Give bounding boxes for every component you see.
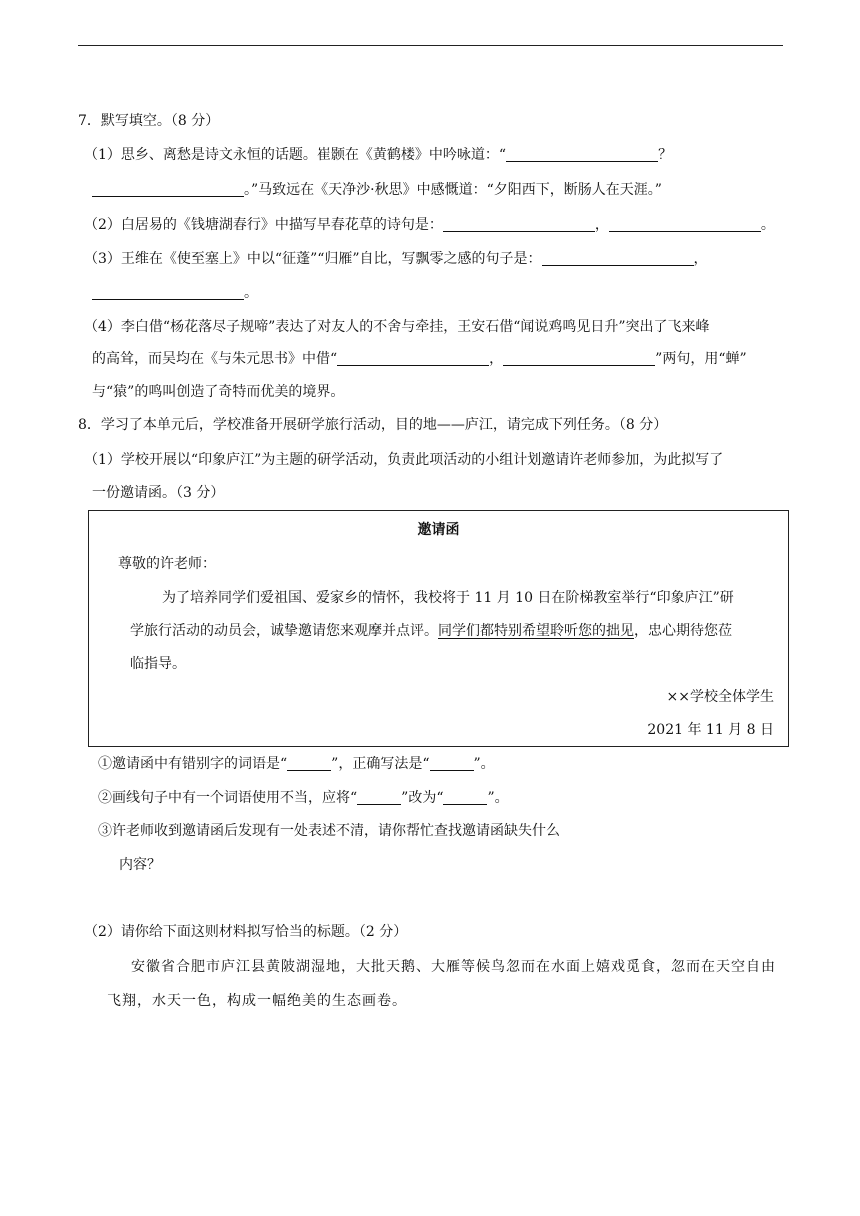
underlined-sentence: 同学们都特别希望聆听您的拙见 — [438, 623, 634, 639]
q7-item3-line2: 。 — [92, 283, 258, 303]
letter-title: 邀请函 — [417, 522, 460, 538]
q8-sub3-line1: ③许老师收到邀请函后发现有一处表述不清，请你帮忙查找邀请函缺失什么 — [98, 823, 560, 839]
q8-title: 8．学习了本单元后，学校准备开展研学旅行活动，目的地——庐江，请完成下列任务。（8 分） — [78, 417, 668, 433]
answer-blank[interactable] — [443, 790, 487, 805]
q8-sub1: ①邀请函中有错别字的词语是“ ”，正确写法是“ ”。 — [98, 756, 495, 772]
q7-item1-line1: （1）思乡、离愁是诗文永恒的话题。崔颢在《黄鹤楼》中吟咏道：“ ？ — [84, 147, 673, 163]
answer-blank[interactable] — [92, 285, 244, 300]
letter-date: 2021 年 11 月 8 日 — [647, 722, 774, 738]
answer-blank[interactable] — [357, 790, 401, 805]
q7-item3-line1: （3）王维在《使至塞上》中以“征蓬”“归雁”自比，写飘零之感的句子是： ， — [84, 251, 708, 267]
q8-item1-line2: 一份邀请函。（3 分） — [92, 485, 225, 501]
answer-blank[interactable] — [337, 351, 489, 366]
q8-item1-line1: （1）学校开展以“印象庐江”为主题的研学活动，负责此项活动的小组计划邀请许老师参加，为此拟写了 — [84, 452, 724, 468]
q7-item4-line1: （4）李白借“杨花落尽子规啼”表达了对友人的不舍与牵挂，王安石借“闻说鸡鸣见日升”突出了飞来峰 — [84, 319, 710, 335]
header-rule — [78, 45, 783, 46]
q8-material-line1: 安徽省合肥市庐江县黄陂湖湿地，大批天鹅、大雁等候鸟忽而在水面上嬉戏觅食，忽而在天空自由 — [131, 959, 776, 975]
letter-body-line1: 为了培养同学们爱祖国、爱家乡的情怀，我校将于 11 月 10 日在阶梯教室举行“印象庐江”研 — [162, 590, 734, 606]
answer-blank[interactable] — [443, 217, 595, 232]
q7-item2: （2）白居易的《钱塘湖春行》中描写早春花草的诗句是： ， 。 — [84, 217, 775, 233]
answer-blank[interactable] — [609, 217, 761, 232]
answer-blank[interactable] — [92, 182, 244, 197]
q8-sub3-line2: 内容？ — [119, 857, 161, 873]
q8-material-line2: 飞翔，水天一色，构成一幅绝美的生态画卷。 — [107, 993, 407, 1009]
q7-item4-line3: 与“猿”的鸣叫创造了奇特而优美的境界。 — [92, 384, 345, 400]
letter-body-line2: 学旅行活动的动员会，诚挚邀请您来观摩并点评。同学们都特别希望聆听您的拙见，忠心期待您莅 — [130, 623, 732, 639]
answer-blank[interactable] — [542, 251, 694, 266]
answer-blank[interactable] — [287, 756, 331, 771]
q8-item2-title: （2）请你给下面这则材料拟写恰当的标题。（2 分） — [84, 924, 408, 940]
answer-blank[interactable] — [503, 351, 655, 366]
answer-blank[interactable] — [430, 756, 474, 771]
q7-item4-line2: 的高耸，而吴均在《与朱元思书》中借“ ， ”两句，用“蝉” — [92, 351, 747, 367]
q7-item1-line2: 。”马致远在《天净沙·秋思》中感慨道：“夕阳西下，断肠人在天涯。” — [92, 180, 662, 200]
answer-blank[interactable] — [506, 147, 658, 162]
letter-signature: ××学校全体学生 — [666, 689, 774, 705]
invitation-letter-box — [88, 510, 789, 747]
letter-body-line3: 临指导。 — [130, 656, 186, 672]
q7-title: 7．默写填空。（8 分） — [78, 113, 220, 129]
letter-salutation: 尊敬的许老师： — [118, 556, 216, 572]
q8-sub2: ②画线句子中有一个词语使用不当，应将“ ”改为“ ”。 — [98, 790, 509, 806]
